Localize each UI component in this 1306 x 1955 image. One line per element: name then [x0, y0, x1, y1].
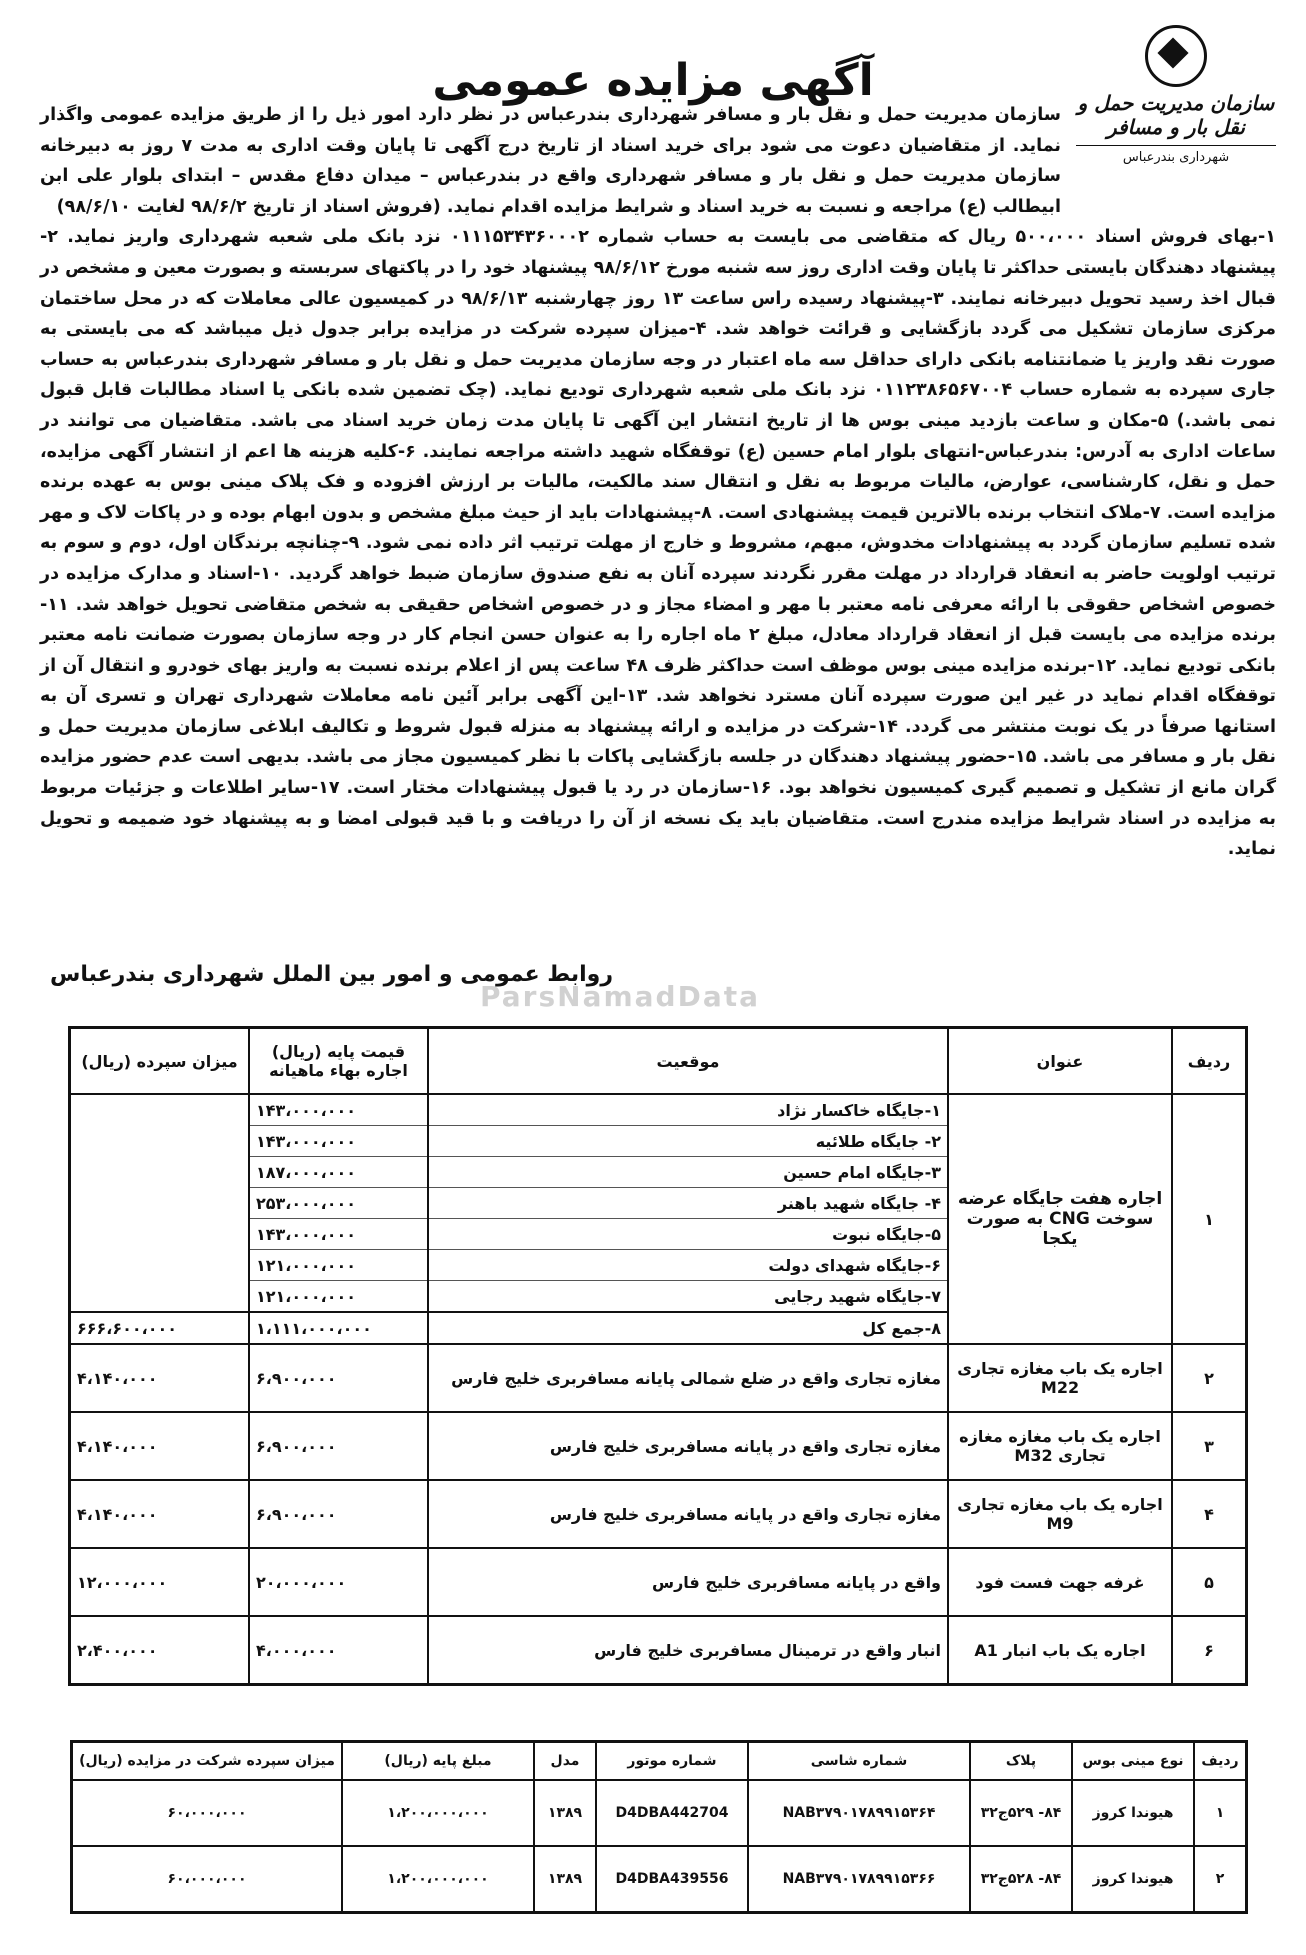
table-header-row: [72, 1742, 1247, 1781]
row-number: ۳: [1172, 1412, 1247, 1480]
row-location: ۸-جمع کل: [428, 1312, 948, 1344]
page-title: آگهی مزایده عمومی: [432, 55, 874, 106]
row-deposit: ۲،۴۰۰،۰۰۰: [70, 1616, 250, 1685]
col-header: مبلغ پایه (ریال): [342, 1742, 534, 1781]
row-price: ۴،۰۰۰،۰۰۰: [249, 1616, 428, 1685]
row-plate: ۸۴- ۵۲۹ج۳۲: [970, 1780, 1072, 1846]
row-deposit: ۴،۱۴۰،۰۰۰: [70, 1412, 250, 1480]
row-location: انبار واقع در ترمینال مسافربری خلیج فارس: [428, 1616, 948, 1685]
row-price: ۱۴۳،۰۰۰،۰۰۰: [249, 1219, 428, 1250]
col-header: ردیف: [1172, 1028, 1247, 1095]
intro-paragraph: سازمان مدیریت حمل و نقل بار و مسافر شهرداری بندرعباس در نظر دارد امور ذیل را از طریق مزایده عمومی واگذار نماید. از متقاضیان دعوت می شود برای خرید اسناد از تاریخ درج آگهی تا پایان وقت اداری به مدت ۷ روز به دبیرخانه سازمان مدیریت حمل و نقل بار و مسافر شهرداری واقع در بندرعباس – میدان دفاع مقدس – ابتدای بلوار علی ابن ابیطالب (ع) مراجعه و نسبت به خرید اسناد و شرایط مزایده اقدام نماید. (فروش اسناد از تاریخ ۹۸/۶/۲ لغایت ۹۸/۶/۱۰): [40, 105, 1061, 217]
signature: روابط عمومی و امور بین الملل شهرداری بندرعباس: [50, 962, 614, 987]
row-price: ۱۴۳،۰۰۰،۰۰۰: [249, 1126, 428, 1157]
row-engine: D4DBA439556: [596, 1846, 748, 1913]
row-model: ۱۳۸۹: [534, 1780, 596, 1846]
table-row: [70, 1548, 1247, 1616]
row-location: ۴- جایگاه شهید باهنر: [428, 1188, 948, 1219]
row-price: ۶،۹۰۰،۰۰۰: [249, 1344, 428, 1412]
row-price: ۱،۲۰۰،۰۰۰،۰۰۰: [342, 1846, 534, 1913]
row-deposit: ۶۰،۰۰۰،۰۰۰: [72, 1846, 343, 1913]
row-price: ۱،۱۱۱،۰۰۰،۰۰۰: [249, 1312, 428, 1344]
row-location: ۱-جایگاه خاکسار نژاد: [428, 1094, 948, 1126]
table-row: [70, 1480, 1247, 1548]
table-row: [70, 1344, 1247, 1412]
row-location: واقع در پایانه مسافربری خلیج فارس: [428, 1548, 948, 1616]
table-row: [72, 1846, 1247, 1913]
row-deposit: ۱۲،۰۰۰،۰۰۰: [70, 1548, 250, 1616]
row-location: ۳-جایگاه امام حسین: [428, 1157, 948, 1188]
row-location: ۷-جایگاه شهید رجایی: [428, 1281, 948, 1313]
row-location: ۲- جایگاه طلائیه: [428, 1126, 948, 1157]
col-header: پلاک: [970, 1742, 1072, 1781]
row-price: ۱۲۱،۰۰۰،۰۰۰: [249, 1281, 428, 1313]
row-model: ۱۳۸۹: [534, 1846, 596, 1913]
announcement-body: [40, 100, 1276, 865]
row-title: اجاره هفت جایگاه عرضه سوخت CNG به صورت یکجا: [948, 1094, 1172, 1344]
org-name: سازمان مدیریت حمل و نقل بار و مسافر: [1077, 91, 1275, 139]
col-header: ردیف: [1194, 1742, 1247, 1781]
table-row: [70, 1094, 1247, 1126]
row-deposit: ۶۰،۰۰۰،۰۰۰: [72, 1780, 343, 1846]
row-number: ۶: [1172, 1616, 1247, 1685]
col-header: شماره موتور: [596, 1742, 748, 1781]
row-title: اجاره یک باب مغازه تجاری M22: [948, 1344, 1172, 1412]
row-price: ۱۸۷،۰۰۰،۰۰۰: [249, 1157, 428, 1188]
table-row: [70, 1412, 1247, 1480]
row-type: هیوندا کروز: [1072, 1780, 1194, 1846]
row-chassis: NAB۳۷۹۰۱۷۸۹۹۱۵۳۶۶: [748, 1846, 970, 1913]
row-type: هیوندا کروز: [1072, 1846, 1194, 1913]
emblem-icon: [1145, 25, 1207, 87]
row-price: ۲۰،۰۰۰،۰۰۰: [249, 1548, 428, 1616]
row-location: ۵-جایگاه نبوت: [428, 1219, 948, 1250]
row-number: ۲: [1172, 1344, 1247, 1412]
row-title: اجاره یک باب انبار A1: [948, 1616, 1172, 1685]
row-price: ۱۴۳،۰۰۰،۰۰۰: [249, 1094, 428, 1126]
row-title: اجاره یک باب مغازه مغازه تجاری M32: [948, 1412, 1172, 1480]
table-row: [70, 1616, 1247, 1685]
col-header: عنوان: [948, 1028, 1172, 1095]
row-number: ۴: [1172, 1480, 1247, 1548]
row-chassis: NAB۳۷۹۰۱۷۸۹۹۱۵۳۶۴: [748, 1780, 970, 1846]
row-title: اجاره یک باب مغازه تجاری M9: [948, 1480, 1172, 1548]
row-deposit: [70, 1094, 250, 1312]
minibus-table: [70, 1740, 1248, 1914]
col-header: میزان سپرده شرکت در مزایده (ریال): [72, 1742, 343, 1781]
row-location: مغازه تجاری واقع در پایانه مسافربری خلیج فارس: [428, 1480, 948, 1548]
row-price: ۶،۹۰۰،۰۰۰: [249, 1412, 428, 1480]
row-deposit: ۴،۱۴۰،۰۰۰: [70, 1344, 250, 1412]
conditions-paragraph: ۱-بهای فروش اسناد ۵۰۰،۰۰۰ ریال که متقاضی می بایست به حساب شماره ۰۱۱۱۵۳۴۳۶۰۰۰۲ نزد بانک ملی شعبه شهرداری واریز نماید. ۲-پیشنهاد دهندگان بایستی حداکثر تا پایان وقت اداری روز سه شنبه مورخ ۹۸/۶/۱۲ پیشنهاد خود را در پاکتهای سربسته و بصورت معین و مشخص در قبال اخذ رسید تحویل دبیرخانه نمایند. ۳-پیشنهاد رسیده راس ساعت ۱۳ روز چهارشنبه ۹۸/۶/۱۳ در کمیسیون عالی معاملات که در محل ساختمان مرکزی سازمان تشکیل می گردد بازگشایی و قرائت خواهد شد. ۴-میزان سپرده شرکت در مزایده برابر جدول ذیل میباشد که می بایستی به صورت نقد واریز یا ضمانتنامه بانکی دارای حداقل سه ماه اعتبار در وجه سازمان مدیریت حمل و نقل بار و مسافر شهرداری بندرعباس به حساب جاری سپرده به شماره حساب ۰۱۱۲۳۸۶۵۶۷۰۰۴ نزد بانک ملی شعبه شهرداری تودیع نماید. (چک تضمین شده بانکی یا اسناد مطالبات قابل قبول نمی باشد.) ۵-مکان و ساعت بازدید مینی بوس ها از تاریخ انتشار این آگهی تا پایان مدت زمان خرید اسناد می باشد. متقاضیان می توانند در ساعات اداری به آدرس: بندرعباس-انتهای بلوار امام حسین (ع) توقفگاه شهید داشته مراجعه نمایند. ۶-کلیه هزینه ها اعم از انتشار آگهی مزایده، حمل و نقل، کارشناسی، عوارض، مالیات مربوط به نقل و انتقال سند مالکیت، مالیات بر ارزش افزوده و فک پلاک مینی بوس به عهده برنده مزایده است. ۷-ملاک انتخاب برنده بالاترین قیمت پیشنهادی است. ۸-پیشنهادات باید از حیث مبلغ مشخص و بدون ابهام بوده و در پاکات لاک و مهر شده تسلیم سازمان گردد به پیشنهادات مخدوش، مبهم، مشروط و خارج از مهلت ترتیب اثر داده نمی شود. ۹-چنانچه برندگان اول، دوم و سوم به ترتیب اولویت حاضر به انعقاد قرارداد در مهلت مقرر نگردند سپرده آنان به نفع صندوق سازمان ضبط خواهد گردید. ۱۰-اسناد و مدارک مزایده در خصوص اشخاص حقوقی با ارائه معرفی نامه معتبر با مهر و امضاء مجاز و در خصوص اشخاص حقیقی به شخص متقاضی تحویل خواهد شد. ۱۱-برنده مزایده می بایست قبل از انعقاد قرارداد معادل، مبلغ ۲ ماه اجاره را به عنوان حسن انجام کار در وجه سازمان بصورت ضمانت نامه معتبر بانکی تودیع نماید. ۱۲-برنده مزایده مینی بوس موظف است حداکثر ظرف ۴۸ ساعت پس از اعلام برنده نسبت به واریز بهای خودرو و انتقال آن از توقفگاه اقدام نماید در غیر این صورت سپرده آنان مسترد نخواهد شد. ۱۳-این آگهی برابر آئین نامه معاملات شهرداری تهران و تسری آن به استانها صرفاً در یک نوبت منتشر می گردد. ۱۴-شرکت در مزایده و ارائه پیشنهاد به منزله قبول شروط و تکالیف ابلاغی سازمان مدیریت حمل و نقل بار و مسافر می باشد. ۱۵-حضور پیشنهاد دهندگان در جلسه بازگشایی پاکات با نظر کمیسیون مجاز می باشد. بدیهی است عدم حضور مزایده گران مانع از تشکیل و تصمیم گیری کمیسیون نخواهد بود. ۱۶-سازمان در رد یا قبول پیشنهادات مختار است. ۱۷-سایر اطلاعات و جزئیات مربوط به مزایده در اسناد شرایط مزایده مندرج است. متقاضیان باید یک نسخه از آن را دریافت و با قید قبولی امضا و به پیشنهاد خود ضمیمه و تحویل نماید.: [40, 227, 1277, 860]
row-engine: D4DBA442704: [596, 1780, 748, 1846]
row-number: ۲: [1194, 1846, 1247, 1913]
row-price: ۱،۲۰۰،۰۰۰،۰۰۰: [342, 1780, 534, 1846]
auction-items-table: [68, 1026, 1248, 1686]
row-deposit: ۶۶۶،۶۰۰،۰۰۰: [70, 1312, 250, 1344]
row-price: ۶،۹۰۰،۰۰۰: [249, 1480, 428, 1548]
watermark: ParsNamadData: [480, 980, 760, 1013]
row-deposit: ۴،۱۴۰،۰۰۰: [70, 1480, 250, 1548]
col-header: قیمت پایه (ریال) اجاره بهاء ماهیانه: [249, 1028, 428, 1095]
table-header-row: [70, 1028, 1247, 1095]
row-number: ۱: [1172, 1094, 1247, 1344]
row-title: غرفه جهت فست فود: [948, 1548, 1172, 1616]
row-number: ۱: [1194, 1780, 1247, 1846]
col-header: میزان سپرده (ریال): [70, 1028, 250, 1095]
table-row: [72, 1780, 1247, 1846]
col-header: موقعیت: [428, 1028, 948, 1095]
row-plate: ۸۴- ۵۲۸ج۳۲: [970, 1846, 1072, 1913]
row-location: مغازه تجاری واقع در پایانه مسافربری خلیج فارس: [428, 1412, 948, 1480]
row-number: ۵: [1172, 1548, 1247, 1616]
row-price: ۱۲۱،۰۰۰،۰۰۰: [249, 1250, 428, 1281]
col-header: مدل: [534, 1742, 596, 1781]
row-price: ۲۵۳،۰۰۰،۰۰۰: [249, 1188, 428, 1219]
col-header: شماره شاسی: [748, 1742, 970, 1781]
org-subtitle: شهرداری بندرعباس: [1076, 145, 1276, 165]
col-header: نوع مینی بوس: [1072, 1742, 1194, 1781]
row-location: مغازه تجاری واقع در ضلع شمالی پایانه مسافربری خلیج فارس: [428, 1344, 948, 1412]
row-location: ۶-جایگاه شهدای دولت: [428, 1250, 948, 1281]
